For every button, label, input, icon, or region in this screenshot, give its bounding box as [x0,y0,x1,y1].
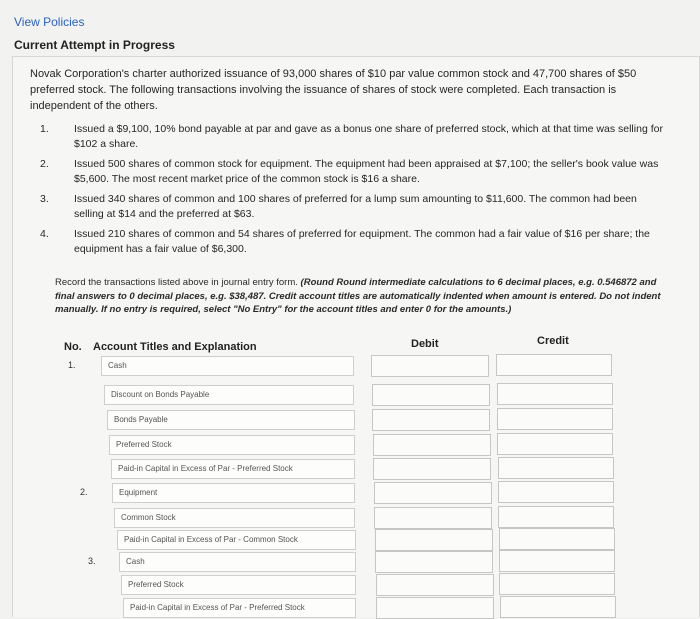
debit-input[interactable] [371,355,489,377]
instructions [55,276,665,317]
debit-input[interactable] [374,507,492,529]
account-title-input[interactable]: Preferred Stock [109,435,355,455]
instructions-note: (Round Round intermediate calculations to 6 decimal places, e.g. 0.546872 and final answers to 0 decimal places, e.g. $38,487. Credit account titles are automatically indented when amount is entered. Do not indent manually. If no entry is required, select "No Entry" for the account titles and enter 0 for the amounts.) [55,277,661,315]
problem-intro: Novak Corporation's charter authorized issuance of 93,000 shares of $10 par value common stock and 47,700 shares of $50 preferred stock. The following transactions involving the issuance of shares of stock were completed. Each transaction is independent of the others. [30,68,637,112]
account-title-input[interactable]: Preferred Stock [121,575,356,595]
account-title-input[interactable]: Cash [119,552,356,572]
debit-input[interactable] [373,458,491,480]
transaction-item [40,227,665,256]
debit-input[interactable] [375,529,493,551]
transaction-number: 3. [40,193,49,205]
debit-input[interactable] [372,409,490,431]
debit-input[interactable] [372,384,490,406]
header-debit: Debit [411,338,439,350]
attempt-title: Current Attempt in Progress [14,38,175,52]
credit-input[interactable] [499,573,615,595]
credit-input[interactable] [499,528,615,550]
credit-input[interactable] [498,457,614,479]
transaction-number: 2. [40,158,49,170]
account-title-input[interactable]: Paid-in Capital in Excess of Par - Common Stock [117,530,356,550]
debit-input[interactable] [374,482,492,504]
transaction-item [40,122,665,151]
credit-input[interactable] [497,383,613,405]
transaction-number: 1. [40,123,49,135]
instructions-text: Record the transactions listed above in journal entry form. [55,277,298,288]
account-title-input[interactable]: Common Stock [114,508,355,528]
entry-number: 3. [88,556,96,566]
transaction-item [40,157,665,186]
debit-input[interactable] [376,574,494,596]
credit-input[interactable] [497,433,613,455]
credit-input[interactable] [496,354,612,376]
transaction-text: Issued 340 shares of common and 100 shares of preferred for a lump sum amounting to $11,600. The common had been selling at $14 and the preferred at $63. [74,193,637,220]
transaction-text: Issued 500 shares of common stock for equipment. The equipment had been appraised at $7,100; the seller's book value was $5,600. The most recent market price of the common stock is $16 a share. [74,158,659,185]
credit-input[interactable] [497,408,613,430]
debit-input[interactable] [375,551,493,573]
account-title-input[interactable]: Cash [101,356,354,376]
header-no: No. [64,341,82,353]
transaction-text: Issued 210 shares of common and 54 shares of preferred for equipment. The common had a fair value of $16 per share; the equipment has a fair value of $6,300. [74,228,650,255]
account-title-input[interactable]: Discount on Bonds Payable [104,385,354,405]
header-account: Account Titles and Explanation [93,341,257,353]
account-title-input[interactable]: Bonds Payable [107,410,355,430]
account-title-input[interactable]: Equipment [112,483,355,503]
transaction-item [40,192,665,221]
credit-input[interactable] [500,596,616,618]
debit-input[interactable] [376,597,494,619]
credit-input[interactable] [498,481,614,503]
debit-input[interactable] [373,434,491,456]
account-title-input[interactable]: Paid-in Capital in Excess of Par - Preferred Stock [123,598,356,618]
transaction-text: Issued a $9,100, 10% bond payable at par and gave as a bonus one share of preferred stock, which at that time was selling for $102 a share. [74,123,663,150]
transaction-list [40,122,665,262]
account-title-input[interactable]: Paid-in Capital in Excess of Par - Preferred Stock [111,459,355,479]
transaction-number: 4. [40,228,49,240]
view-policies-link[interactable]: View Policies [14,15,85,29]
entry-number: 2. [80,487,88,497]
header-credit: Credit [537,335,569,347]
credit-input[interactable] [498,506,614,528]
entry-number: 1. [68,360,76,370]
credit-input[interactable] [499,550,615,572]
